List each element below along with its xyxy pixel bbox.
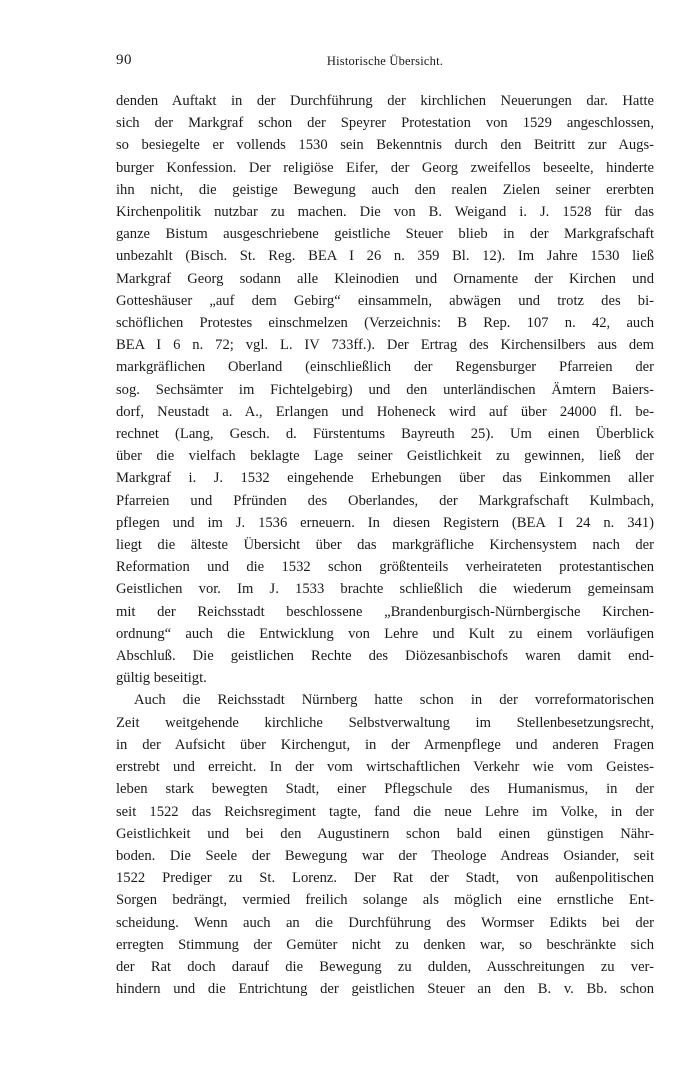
text-line: Markgraf i. J. 1532 eingehende Erhebungen über das Einkommen aller [116,470,654,487]
page-number: 90 [116,52,132,68]
page-header [116,52,654,72]
text-line: liegt die älteste Übersicht über das markgräfliche Kirchensystem nach der [116,537,654,554]
text-line: Kirchenpolitik nutzbar zu machen. Die von B. Weigand i. J. 1528 für das [116,204,654,221]
text-line: unbezahlt (Bisch. St. Reg. BEA I 26 n. 359 Bl. 12). Im Jahre 1530 ließ [116,248,654,265]
text-line: ordnung“ auch die Entwicklung von Lehre und Kult zu einem vorläufigen [116,625,654,642]
text-line: ihn nicht, die geistige Bewegung auch den realen Zielen seiner ererbten [116,181,654,198]
text-line: sich der Markgraf schon der Speyrer Protestation von 1529 angeschlossen, [116,115,654,132]
text-line: so besiegelte er vollends 1530 sein Bekenntnis durch den Beitritt zur Augs- [116,137,654,154]
text-line: Gotteshäuser „auf dem Gebirg“ einsammeln, abwägen und trotz des bi- [116,292,654,309]
text-line: Pfarreien und Pfründen des Oberlandes, der Markgrafschaft Kulmbach, [116,492,654,509]
text-line: boden. Die Seele der Bewegung war der Theologe Andreas Osiander, seit [116,847,654,864]
text-line: Auch die Reichsstadt Nürnberg hatte schon in der vorreformatorischen [134,692,654,709]
text-line: ganze Bistum ausgeschriebene geistliche Steuer blieb in der Markgrafschaft [116,226,654,243]
text-line: leben stark bewegten Stadt, einer Pflegschule des Humanismus, in der [116,781,654,798]
text-line: erstrebt und erreicht. In der vom wirtschaftlichen Verkehr wie vom Geistes- [116,759,654,776]
text-line: Sorgen bedrängt, vermied freilich solange als möglich eine ernstliche Ent- [116,892,654,909]
text-line: rechnet (Lang, Gesch. d. Fürstentums Bayreuth 25). Um einen Überblick [116,426,654,443]
text-line: BEA I 6 n. 72; vgl. L. IV 733ff.). Der Ertrag des Kirchensilbers aus dem [116,337,654,354]
text-line: scheidung. Wenn auch an die Durchführung des Wormser Edikts bei der [116,914,654,931]
text-line: sog. Sechsämter im Fichtelgebirg) und den unterländischen Ämtern Baiers- [116,381,654,398]
text-line: denden Auftakt in der Durchführung der kirchlichen Neuerungen dar. Hatte [116,93,654,109]
text-line: 1522 Prediger zu St. Lorenz. Der Rat der Stadt, von außenpolitischen [116,870,654,887]
text-line: der Rat doch darauf die Bewegung zu dulden, Ausschreitungen zu ver- [116,958,654,975]
text-line: mit der Reichsstadt beschlossene „Brandenburgisch-Nürnbergische Kirchen- [116,603,654,620]
text-line: in der Aufsicht über Kirchengut, in der Armenpflege und anderen Fragen [116,736,654,753]
text-line: dorf, Neustadt a. A., Erlangen und Hoheneck wird auf über 24000 fl. be- [116,403,654,420]
running-head: Historische Übersicht. [326,54,444,68]
text-line: hindern und die Entrichtung der geistlichen Steuer an den B. v. Bb. schon [116,981,654,998]
text-line: gültig beseitigt. [116,670,207,687]
text-line: Geistlichen vor. Im J. 1533 brachte schließlich die wiederum gemeinsam [116,581,654,598]
text-line: Abschluß. Die geistlichen Rechte des Diözesanbischofs waren damit end- [116,648,654,665]
text-line: Zeit weitgehende kirchliche Selbstverwaltung im Stellenbesetzungsrecht, [116,714,654,731]
text-line: schöflichen Protestes einschmelzen (Verzeichnis: B Rep. 107 n. 42, auch [116,315,654,332]
body-text [116,90,654,1000]
text-line: burger Konfession. Der religiöse Eifer, der Georg zweifellos beseelte, hinderte [116,159,654,176]
text-line: Reformation und die 1532 schon größtenteils verheirateten protestantischen [116,559,654,576]
text-line: Geistlichkeit und bei den Augustinern schon bald einen günstigen Nähr- [116,825,654,842]
text-line: markgräflichen Oberland (einschließlich der Regensburger Pfarreien der [116,359,654,376]
text-line: über die vielfach beklagte Lage seiner Geistlichkeit zu gewinnen, ließ der [116,448,654,465]
text-line: pflegen und im J. 1536 erneuern. In diesen Registern (BEA I 24 n. 341) [116,514,654,531]
text-line: erregten Stimmung der Gemüter nicht zu denken war, so beschränkte sich [116,936,654,953]
text-line: seit 1522 das Reichsregiment tagte, fand die neue Lehre im Volke, in der [116,803,654,820]
text-line: Markgraf Georg sodann alle Kleinodien und Ornamente der Kirchen und [116,270,654,287]
